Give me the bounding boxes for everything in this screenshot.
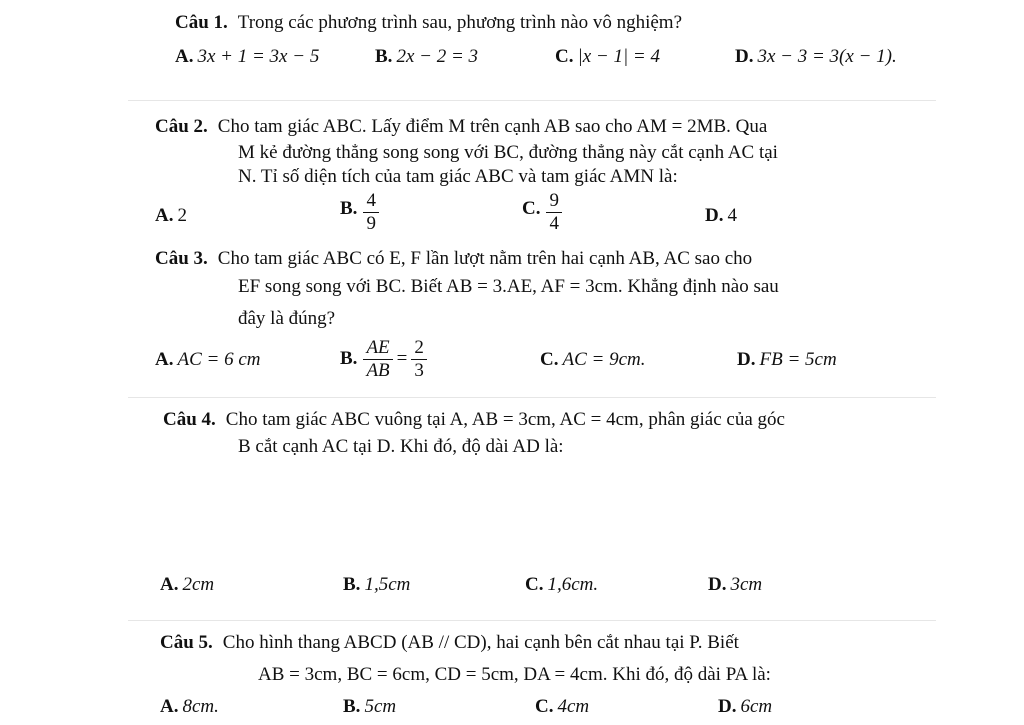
option-d[interactable]: D. 3x − 3 = 3(x − 1). [735,46,897,67]
option-c[interactable]: C. AC = 9cm. [540,349,646,370]
option-b[interactable]: B. 1,5cm [343,574,411,595]
question-3-line-1: Câu 3. Cho tam giác ABC có E, F lần lượt nằm trên hai cạnh AB, AC sao cho [155,248,753,269]
option-b[interactable]: B. $\frac{4}{9}$ [340,190,381,230]
option-b[interactable]: B. $\frac{AE}{AB}$ = $\frac{2}{3}$ [340,337,429,382]
fraction: $\frac{4}{9}$ [363,190,379,230]
option-b[interactable]: B. 2x − 2 = 3 [375,46,479,67]
option-c[interactable]: C. 1,6cm. [525,574,599,595]
question-2-line-1: Câu 2. Cho tam giác ABC. Lấy điểm M trên cạnh AB sao cho AM = 2MB. Qua [155,116,768,137]
question-number: Câu 1. [175,12,228,33]
option-d[interactable]: D. FB = 5cm [737,349,837,370]
option-a[interactable]: A. 3x + 1 = 3x − 5 [175,46,320,67]
option-c[interactable]: C. |x − 1| = 4 [555,46,661,67]
option-c[interactable]: C. $\frac{9}{4}$ [522,190,564,230]
question-number: Câu 3. [155,248,208,269]
fraction: $\frac{AE}{AB}$ [363,337,392,382]
question-3-line-2: EF song song với BC. Biết AB = 3.AE, AF = 3cm. Khẳng định nào sau [238,276,779,297]
option-c[interactable]: C. 4cm [535,696,590,717]
question-5-line-1: Câu 5. Cho hình thang ABCD (AB // CD), hai cạnh bên cắt nhau tại P. Biết [160,632,739,653]
question-2-line-3: N. Tỉ số diện tích của tam giác ABC và tam giác AMN là: [238,166,678,187]
separator [128,100,936,101]
option-b[interactable]: B. 5cm [343,696,397,717]
question-text: Trong các phương trình sau, phương trình nào vô nghiệm? [237,12,683,33]
question-1-stem [175,12,682,34]
separator [128,620,936,621]
question-4-line-1: Câu 4. Cho tam giác ABC vuông tại A, AB = 3cm, AC = 4cm, phân giác của góc [163,409,785,430]
option-d[interactable]: D. 6cm [718,696,773,717]
question-2-line-2: M kẻ đường thẳng song song với BC, đường thẳng này cắt cạnh AC tại [238,142,778,163]
option-d[interactable]: D. 3cm [708,574,763,595]
question-4-line-2: B cắt cạnh AC tại D. Khi đó, độ dài AD là: [238,436,564,457]
option-a[interactable]: A. AC = 6 cm [155,349,261,370]
question-number: Câu 4. [163,409,216,430]
option-a[interactable]: A. 2cm [160,574,215,595]
separator [128,397,936,398]
question-3-line-3: đây là đúng? [238,308,336,329]
question-number: Câu 2. [155,116,208,137]
fraction: $\frac{9}{4}$ [546,190,562,230]
option-a[interactable]: A. 8cm. [160,696,219,717]
question-5-line-2: AB = 3cm, BC = 6cm, CD = 5cm, DA = 4cm. Khi đó, độ dài PA là: [258,664,771,685]
option-a[interactable]: A. 2 [155,205,187,226]
option-d[interactable]: D. 4 [705,205,737,226]
fraction: $\frac{2}{3}$ [411,337,427,382]
question-number: Câu 5. [160,632,213,653]
